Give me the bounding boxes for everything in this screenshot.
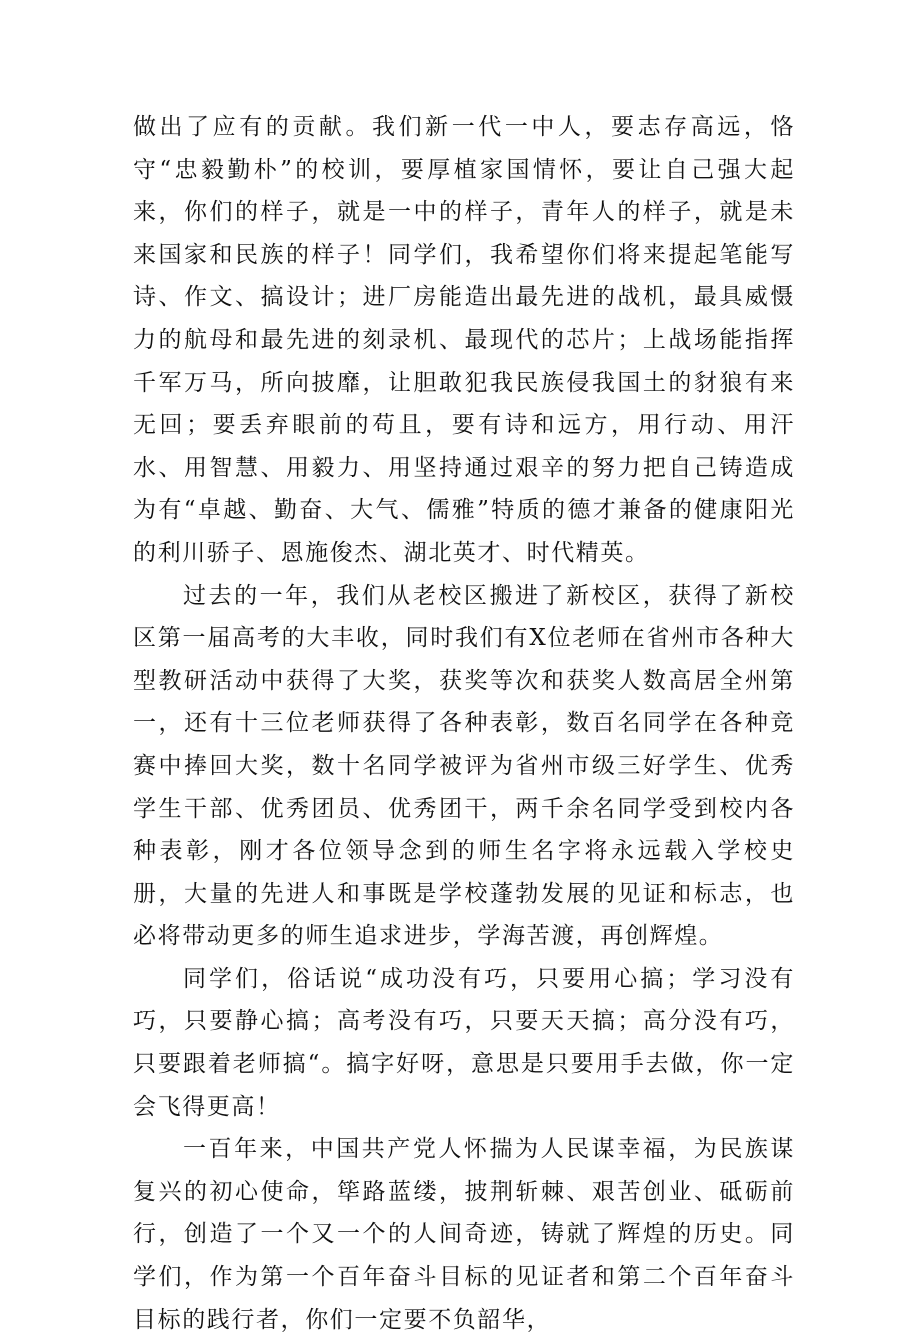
document-body xyxy=(133,106,795,1341)
paragraph-centenary: 一百年来，中国共产党人怀揣为人民谋幸福，为民族谋复兴的初心使命，筚路蓝缕，披荆斩棘、艰苦创业、砥砺前行，创造了一个又一个的人间奇迹，铸就了辉煌的历史。同学们，作为第一个百年奋斗目标的见证者和第二个百年奋斗目标的践行者，你们一定要不负韶华， xyxy=(133,1136,795,1333)
paragraph-contribution: 做出了应有的贡献。我们新一代一中人，要志存高远，恪守“忠毅勤朴”的校训，要厚植家国情怀，要让自己强大起来，你们的样子，就是一中的样子，青年人的样子，就是未来国家和民族的样子！同学们，我希望你们将来提起笔能写诗、作文、搞设计；进厂房能造出最先进的战机，最具威慑力的航母和最先进的刻录机、最现代的芯片；上战场能指挥千军万马，所向披靡，让胆敢犯我民族侵我国土的豺狼有来无回；要丢弃眼前的苟且，要有诗和远方，用行动、用汗水、用智慧、用毅力、用坚持通过艰辛的努力把自己铸造成为有“卓越、勤奋、大气、儒雅”特质的德才兼备的健康阳光的利川骄子、恩施俊杰、湖北英才、时代精英。 xyxy=(133,114,795,566)
paragraph-saying: 同学们，俗话说“成功没有巧，只要用心搞；学习没有巧，只要静心搞；高考没有巧，只要天天搞；高分没有巧，只要跟着老师搞“。搞字好呀，意思是只要用手去做，你一定会飞得更高！ xyxy=(133,965,795,1120)
paragraph-past-year: 过去的一年，我们从老校区搬进了新校区，获得了新校区第一届高考的大丰收，同时我们有X位老师在省州市各种大型教研活动中获得了大奖，获奖等次和获奖人数高居全州第一，还有十三位老师获得了各种表彰，数百名同学在各种竞赛中捧回大奖，数十名同学被评为省州市级三好学生、优秀学生干部、优秀团员、优秀团干，两千余名同学受到校内各种表彰，刚才各位领导念到的师生名字将永远载入学校史册，大量的先进人和事既是学校蓬勃发展的见证和标志，也必将带动更多的师生追求进步，学海苦渡，再创辉煌。 xyxy=(133,582,795,950)
